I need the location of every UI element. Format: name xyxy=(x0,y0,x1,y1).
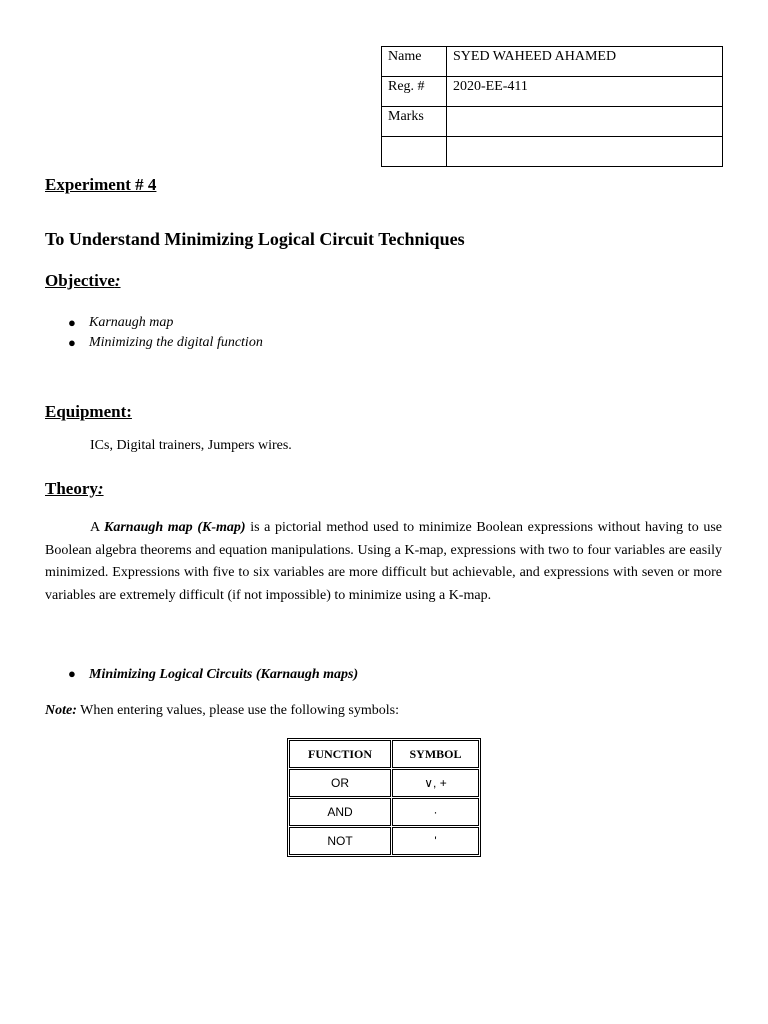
table-row xyxy=(289,769,479,797)
function-cell: AND xyxy=(289,798,391,826)
objective-heading xyxy=(45,271,121,291)
table-row xyxy=(289,827,479,855)
bullet-icon: ● xyxy=(68,335,76,350)
column-header-function: FUNCTION xyxy=(289,740,391,768)
symbol-cell: ∨, + xyxy=(392,769,479,797)
name-value: SYED WAHEED AHAMED xyxy=(447,47,723,77)
info-row-reg xyxy=(382,77,723,107)
objective-heading-text: Objective xyxy=(45,271,115,290)
note-label: Note: xyxy=(45,703,77,718)
note-text: When entering values, please use the following symbols: xyxy=(76,703,399,718)
theory-heading xyxy=(45,479,104,499)
bullet-icon: ● xyxy=(68,666,76,681)
objective-list xyxy=(68,313,263,353)
bullet-icon: ● xyxy=(68,315,76,330)
theory-heading-colon: : xyxy=(97,479,104,498)
objective-item-text: Minimizing the digital function xyxy=(89,335,263,350)
theory-body: is a pictorial method used to minimize Boolean expressions without having to use Boolean algebra theorems and equation manipulations. Using a K-map, expressions with two to four variables are easily minimized. Expressions with five to six variables are more difficult but achievable, and expressions with seven or more variables are extremely difficult (if not impossible) to minimize using a K-map. xyxy=(45,520,722,603)
empty-cell xyxy=(382,137,447,167)
function-cell: NOT xyxy=(289,827,391,855)
empty-cell xyxy=(447,137,723,167)
marks-value xyxy=(447,107,723,137)
name-label: Name xyxy=(382,47,447,77)
note-line xyxy=(45,703,399,719)
function-cell: OR xyxy=(289,769,391,797)
main-title: To Understand Minimizing Logical Circuit Techniques xyxy=(45,229,465,249)
info-row-marks xyxy=(382,107,723,137)
list-item xyxy=(68,313,263,333)
table-row xyxy=(289,798,479,826)
symbols-table xyxy=(287,738,481,857)
theory-prefix: A xyxy=(90,520,104,535)
theory-heading-text: Theory xyxy=(45,479,98,498)
reg-label: Reg. # xyxy=(382,77,447,107)
objective-heading-colon: : xyxy=(114,271,121,290)
student-info-table xyxy=(381,46,723,167)
marks-label: Marks xyxy=(382,107,447,137)
symbol-cell: · xyxy=(392,798,479,826)
column-header-symbol: SYMBOL xyxy=(392,740,479,768)
table-header-row xyxy=(289,740,479,768)
info-row-empty xyxy=(382,137,723,167)
theory-term: Karnaugh map (K-map) xyxy=(104,520,246,535)
minimizing-list-item xyxy=(68,666,358,683)
equipment-text: ICs, Digital trainers, Jumpers wires. xyxy=(90,438,292,453)
info-row-name xyxy=(382,47,723,77)
objective-item-text: Karnaugh map xyxy=(89,315,174,330)
list-item xyxy=(68,333,263,353)
experiment-title: Experiment # 4 xyxy=(45,175,157,194)
equipment-heading: Equipment: xyxy=(45,402,132,421)
minimizing-item-text: Minimizing Logical Circuits (Karnaugh maps) xyxy=(89,667,359,682)
reg-value: 2020-EE-411 xyxy=(447,77,723,107)
symbol-cell: ' xyxy=(392,827,479,855)
theory-paragraph xyxy=(45,517,722,607)
